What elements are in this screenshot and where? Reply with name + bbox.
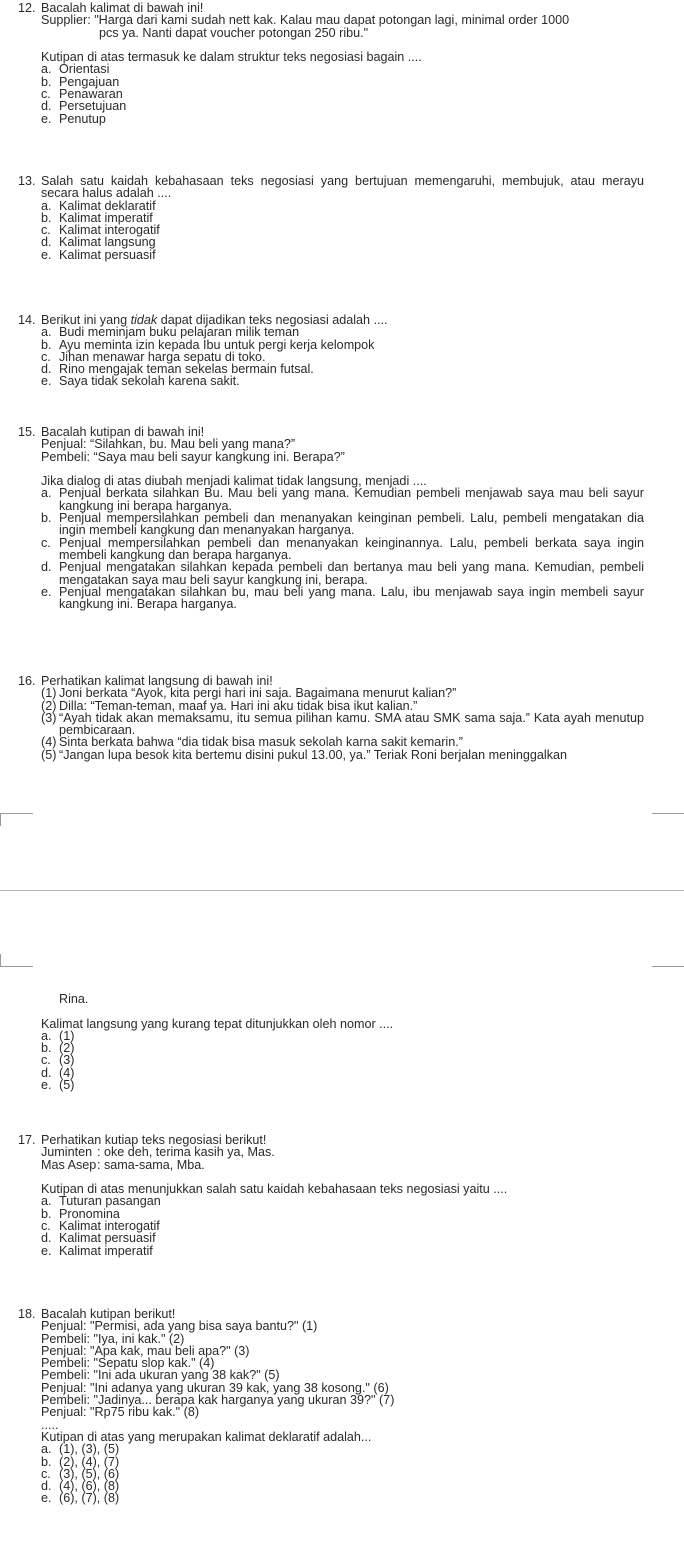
question-text: Kutipan di atas menunjukkan salah satu kaidah kebahasaan teks negosiasi yaitu .... [41, 1182, 508, 1197]
dialog-line: Penjual: "Apa kak, mau beli apa?" (3) [41, 1343, 250, 1358]
dialog-row [41, 1146, 644, 1158]
option-c[interactable]: c. Jihan menawar harga sepatu di toko. [41, 349, 266, 364]
dialog-line: Penjual: "Rp75 ribu kak." (8) [41, 1405, 200, 1420]
dialog-line: Penjual: "Ini adanya yang ukuran 39 kak, yang 38 kosong." (6) [41, 1380, 389, 1395]
option-e[interactable]: e. Kalimat persuasif [41, 247, 156, 262]
question-14 [0, 314, 684, 388]
option-e[interactable]: e. (5) [41, 1078, 75, 1093]
dialog-line: Pembeli: "Sepatu slop kak." (4) [41, 1356, 215, 1371]
question-number: 12. [18, 1, 36, 15]
option-a[interactable]: a. Tuturan pasangan [41, 1194, 161, 1209]
option-e[interactable]: e. Saya tidak sekolah karena sakit. [41, 374, 240, 389]
option-e[interactable]: e. Penutup [41, 111, 106, 126]
dialog-line: Pembeli: "Jadinya... berapa kak harganya yang ukuran 39?" (7) [41, 1393, 395, 1408]
speaker-line: : sama-sama, Mba. [97, 1157, 205, 1172]
question-15 [0, 426, 684, 610]
statement-5: (5) “Jangan lupa besok kita bertemu disini pukul 13.00, ya.” Teriak Roni berjalan meninggalkan [41, 747, 568, 762]
question-prompt: Perhatikan kalimat langsung di bawah ini! [41, 674, 273, 688]
option-c[interactable]: c. Kalimat interogatif [41, 1219, 160, 1234]
option-d[interactable]: d. (4) [41, 1065, 75, 1080]
question-text: Jika dialog di atas diubah menjadi kalimat tidak langsung, menjadi .... [41, 474, 427, 489]
question-13 [0, 175, 684, 261]
question-18 [0, 1308, 684, 1505]
option-e[interactable]: e. Kalimat imperatif [41, 1243, 153, 1258]
option-c[interactable]: c. (3) [41, 1053, 75, 1068]
statement-continuation: Rina. [59, 992, 89, 1006]
option-e[interactable]: e. Penjual mengatakan silahkan bu, mau beli yang mana. Lalu, ibu menjawab saya ingin membeli sayur kangkung ini. Berapa harganya. [41, 584, 644, 612]
statements-list [41, 687, 644, 761]
speaker-name: Mas Asep [41, 1157, 97, 1172]
speaker-line: : oke deh, terima kasih ya, Mas. [97, 1145, 275, 1160]
page-break-divider [0, 890, 684, 891]
quote-line: pcs ya. Nanti dapat voucher potongan 250 ribu." [99, 25, 369, 40]
question-number: 17. [18, 1133, 36, 1147]
dialog-ellipsis: ..... [41, 1417, 59, 1432]
question-prompt: Perhatikan kutiap teks negosiasi berikut! [41, 1133, 267, 1147]
option-b[interactable]: b. (2), (4), (7) [41, 1454, 120, 1469]
options-list [41, 1195, 644, 1256]
option-a[interactable]: a. Kalimat deklaratif [41, 198, 156, 213]
options-list [41, 200, 644, 261]
question-prompt: Bacalah kutipan di bawah ini! [41, 425, 205, 439]
statement-4: (4) Sinta berkata bahwa “dia tidak bisa masuk sekolah karna sakit kemarin.” [41, 735, 463, 750]
question-number: 15. [18, 425, 36, 439]
option-a[interactable]: a. Orientasi [41, 62, 110, 77]
question-text: Kutipan di atas termasuk ke dalam struktur teks negosiasi bagain .... [41, 50, 422, 65]
option-c[interactable]: c. (3), (5), (6) [41, 1466, 120, 1481]
dialog-row [41, 1159, 644, 1171]
page-corner-mark [0, 954, 33, 967]
question-12 [0, 2, 684, 125]
dialog-line: Pembeli: “Saya mau beli sayur kangkung ini. Berapa?” [41, 449, 345, 464]
question-16 [0, 675, 684, 761]
page-corner-mark [0, 813, 33, 826]
dialog-line: Penjual: “Silahkan, bu. Mau beli yang mana?” [41, 437, 296, 452]
option-b[interactable]: b. Pengajuan [41, 74, 120, 89]
question-17 [0, 1134, 684, 1257]
statement-1: (1) Joni berkata “Ayok, kita pergi hari ini saja. Bagaimana menurut kalian?” [41, 686, 457, 701]
options-list [41, 1030, 644, 1091]
emphasis: tidak [130, 313, 158, 327]
options-list [41, 1443, 644, 1504]
option-d[interactable]: d. Rino mengajak teman sekelas bermain futsal. [41, 362, 314, 377]
options-list [41, 63, 644, 124]
option-d[interactable]: d. Kalimat langsung [41, 235, 156, 250]
question-text: Kutipan di atas yang merupakan kalimat deklaratif adalah... [41, 1429, 372, 1444]
option-b[interactable]: b. Kalimat imperatif [41, 210, 153, 225]
dialog-line: Pembeli: "Iya, ini kak." (2) [41, 1331, 185, 1346]
question-16-continued [0, 993, 684, 1091]
question-number: 16. [18, 674, 36, 688]
quote-line: Supplier: "Harga dari kami sudah nett kak. Kalau mau dapat potongan lagi, minimal order 1000 [41, 13, 570, 28]
question-number: 14. [18, 313, 36, 327]
options-list [41, 326, 644, 387]
option-e[interactable]: e. (6), (7), (8) [41, 1491, 120, 1506]
option-b[interactable]: b. Penjual mempersilahkan pembeli dan menanyakan keinginan pembeli. Lalu, pembeli mengatakan dia ingin membeli kangkung dan menanyakan harganya. [41, 511, 644, 538]
option-c[interactable]: c. Penjual mempersilahkan pembeli dan menanyakan keinginannya. Lalu, pembeli berkata saya ingin membeli kangkung dan berapa harganya. [41, 535, 644, 562]
option-c[interactable]: c. Kalimat interogatif [41, 223, 160, 238]
option-a[interactable]: a. Budi meminjam buku pelajaran milik teman [41, 325, 300, 340]
question-number: 13. [18, 174, 36, 188]
dialog-line: Pembeli: "Ini ada ukuran yang 38 kak?" (5) [41, 1368, 280, 1383]
option-b[interactable]: b. Ayu meminta izin kepada Ibu untuk pergi kerja kelompok [41, 337, 375, 352]
option-a[interactable]: a. Penjual berkata silahkan Bu. Mau beli yang mana. Kemudian pembeli menjawab saya mau beli sayur kangkung ini berapa harganya. [41, 486, 644, 513]
statement-2: (2) Dilla: “Teman-teman, maaf ya. Hari ini aku tidak bisa ikut kalian.” [41, 698, 418, 713]
options-list [41, 487, 644, 610]
option-a[interactable]: a. (1), (3), (5) [41, 1442, 120, 1457]
question-text: Salah satu kaidah kebahasaan teks negosiasi yang bertujuan memengaruhi, membujuk, atau merayu secara halus adalah .... [41, 174, 644, 201]
dialog-line: Penjual: "Permisi, ada yang bisa saya bantu?" (1) [41, 1319, 318, 1334]
option-d[interactable]: d. Persetujuan [41, 99, 127, 114]
question-text: Kalimat langsung yang kurang tepat ditunjukkan oleh nomor .... [41, 1016, 394, 1031]
option-d[interactable]: d. Penjual mengatakan silahkan kepada pembeli dan bertanya mau beli yang mana. Kemudian, pembeli mengatakan saya mau beli sayur kangkung ini, berapa. [41, 560, 644, 587]
question-text: Berikut ini yang tidak dapat dijadikan teks negosiasi adalah .... [41, 313, 388, 327]
option-b[interactable]: b. Pronomina [41, 1206, 120, 1221]
option-d[interactable]: d. (4), (6), (8) [41, 1479, 120, 1494]
option-b[interactable]: b. (2) [41, 1041, 75, 1056]
option-d[interactable]: d. Kalimat persuasif [41, 1231, 156, 1246]
question-number: 18. [18, 1307, 36, 1321]
option-c[interactable]: c. Penawaran [41, 87, 123, 102]
page-corner-mark [652, 813, 684, 826]
question-prompt: Bacalah kalimat di bawah ini! [41, 1, 204, 15]
page-corner-mark [652, 954, 684, 967]
question-prompt: Bacalah kutipan berikut! [41, 1307, 176, 1321]
option-a[interactable]: a. (1) [41, 1028, 75, 1043]
speaker-name: Juminten [41, 1145, 93, 1160]
dialog-lines [41, 1320, 644, 1431]
statement-3: (3) “Ayah tidak akan memaksamu, itu semua pilihan kamu. SMA atau SMK sama saja.” Kata ayah menutup pembicaraan. [41, 710, 644, 738]
